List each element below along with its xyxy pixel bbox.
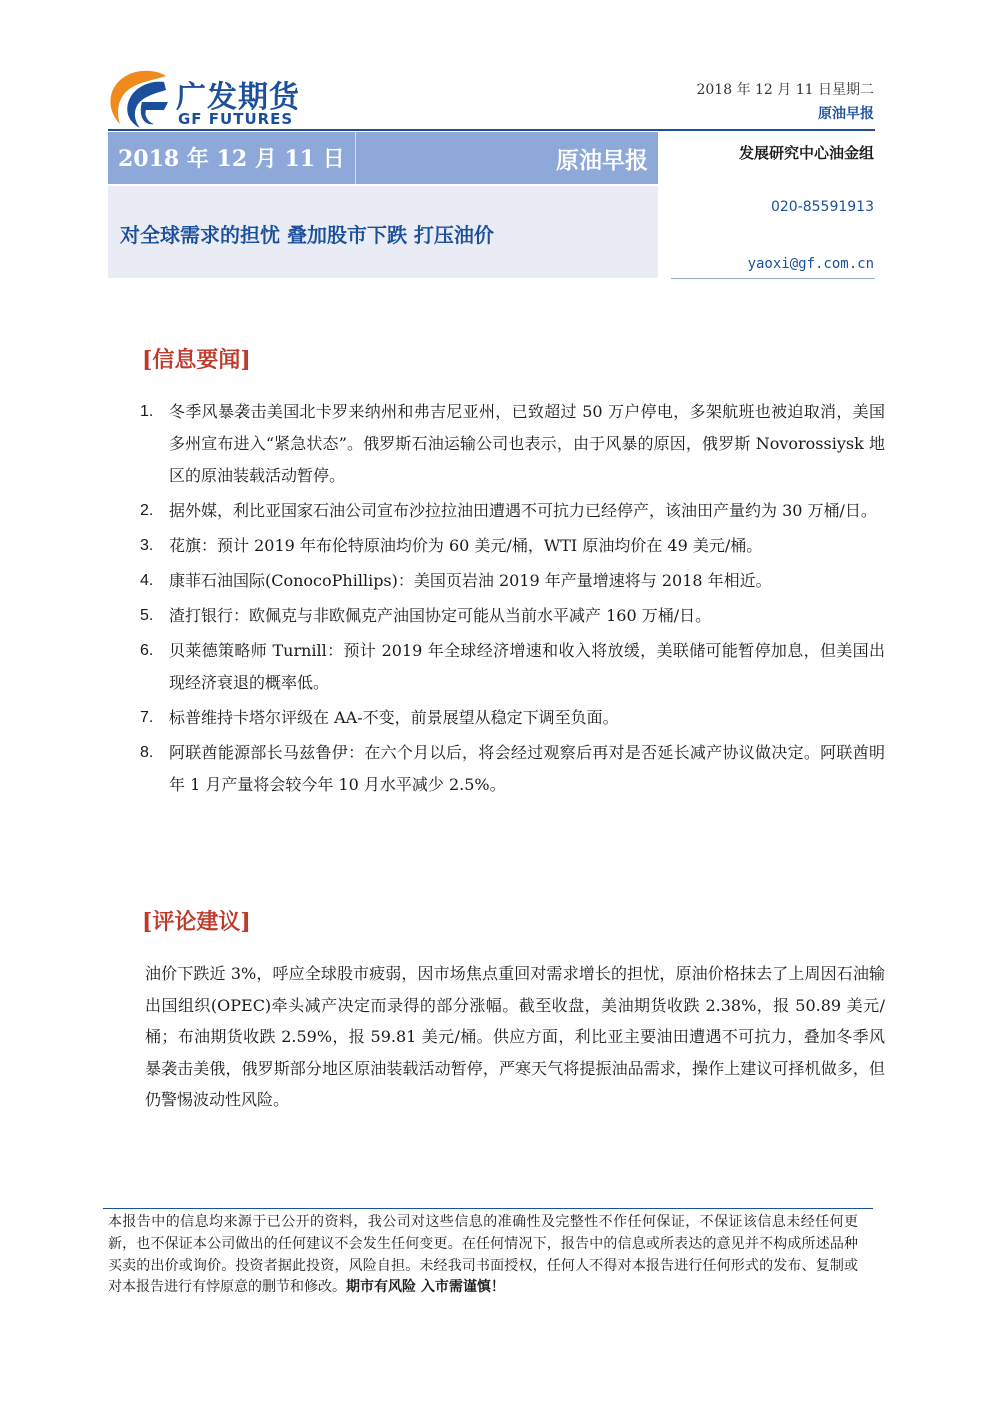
logo-english-text: GF FUTURES [178,110,294,128]
headline-box [108,186,658,278]
news-item [140,635,885,699]
news-section-title: [信息要闻] [142,347,251,373]
news-item-text: 康菲石油国际(ConocoPhillips)：美国页岩油 2019 年产量增速将与 2018 年相近。 [169,571,772,590]
news-item-number: 2. [140,502,154,519]
risk-warning: 期市有风险 入市需谨慎！ [346,1279,505,1296]
email-link[interactable]: yaoxi@gf.com.cn [747,256,874,272]
comment-section-title: [评论建议] [142,909,251,935]
disclaimer [108,1212,858,1299]
news-item-text: 冬季风暴袭击美国北卡罗来纳州和弗吉尼亚州，已致超过 50 万户停电，多架航班也被迫取消，美国多州宣布进入“紧急状态”。俄罗斯石油运输公司也表示，由于风暴的原因，俄罗斯 Novorossiysk 地区的原油装载活动暂停。 [169,402,885,485]
gf-futures-logo [106,68,366,132]
news-item-text: 贝莱德策略师 Turnill：预计 2019 年全球经济增速和收入将放缓，美联储可能暂停加息，但美国出现经济衰退的概率低。 [169,641,885,692]
news-item-text: 渣打银行：欧佩克与非欧佩克产油国协定可能从当前水平减产 160 万桶/日。 [169,606,712,625]
title-report-kind: 原油早报 [556,147,648,174]
gf-logo-icon [106,68,172,132]
news-item-number: 5. [140,607,154,624]
news-item-text: 阿联酋能源部长马兹鲁伊：在六个月以后，将会经过观察后再对是否延长减产协议做决定。阿联酋明年 1 月产量将会较今年 10 月水平减少 2.5%。 [169,743,885,794]
title-bar [108,132,658,184]
comment-paragraph: 油价下跌近 3%，呼应全球股市疲弱，因市场焦点重回对需求增长的担忧，原油价格抹去了上周因石油输出国组织(OPEC)牵头减产决定而录得的部分涨幅。截至收盘，美油期货收跌 2.38%，报 50.89 美元/桶；布油期货收跌 2.59%，报 59.81 美元/桶。供应方面，利比亚主要油田遭遇不可抗力，叠加冬季风暴袭击美俄，俄罗斯部分地区原油装载活动暂停，严寒天气将提振油品需求，操作上建议可择机做多，但仍警惕波动性风险。 [145,964,885,1109]
department: 发展研究中心油金组 [738,144,874,162]
disclaimer-body: 本报告中的信息均来源于已公开的资料，我公司对这些信息的准确性及完整性不作任何保证，不保证该信息未经任何更新，也不保证本公司做出的任何建议不会发生任何变更。在任何情况下，报告中的信息或所表达的意见并不构成所述品种买卖的出价或询价。投资者据此投资，风险自担。未经我司书面授权，任何人不得对本报告进行任何形式的发布、复制或对本报告进行有悖原意的删节和修改。 [108,1214,858,1296]
news-item-number: 1. [140,403,154,420]
report-date-weekday: 2018 年 12 月 11 日星期二 [696,82,874,98]
news-item-number: 7. [140,709,154,726]
news-item-number: 3. [140,537,154,554]
news-item-text: 据外媒，利比亚国家石油公司宣布沙拉拉油田遭遇不可抗力已经停产，该油田产量约为 30 万桶/日。 [169,501,877,520]
report-meta [696,78,874,126]
news-item [140,495,885,527]
news-item-text: 花旗：预计 2019 年布伦特原油均价为 60 美元/桶，WTI 原油均价在 49 美元/桶。 [169,536,763,555]
contact-rule [671,278,875,279]
news-item [140,702,885,734]
news-item-number: 6. [140,642,154,659]
news-item-text: 标普维持卡塔尔评级在 AA-不变，前景展望从稳定下调至负面。 [169,708,619,727]
logo-chinese-text: 广发期货 [176,80,300,115]
title-divider [355,132,356,184]
news-item-number: 4. [140,572,154,589]
report-kind: 原油早报 [818,106,874,122]
title-date: 2018 年 12 月 11 日 [118,146,345,172]
news-item [140,565,885,597]
news-list [140,396,885,804]
news-item [140,737,885,801]
news-item [140,600,885,632]
footer-rule [103,1208,873,1209]
news-item [140,530,885,562]
header-rule [108,129,875,131]
phone-number: 020-85591913 [770,199,874,215]
news-item-number: 8. [140,744,154,761]
headline: 对全球需求的担忧 叠加股市下跌 打压油价 [120,223,494,247]
news-item [140,396,885,492]
